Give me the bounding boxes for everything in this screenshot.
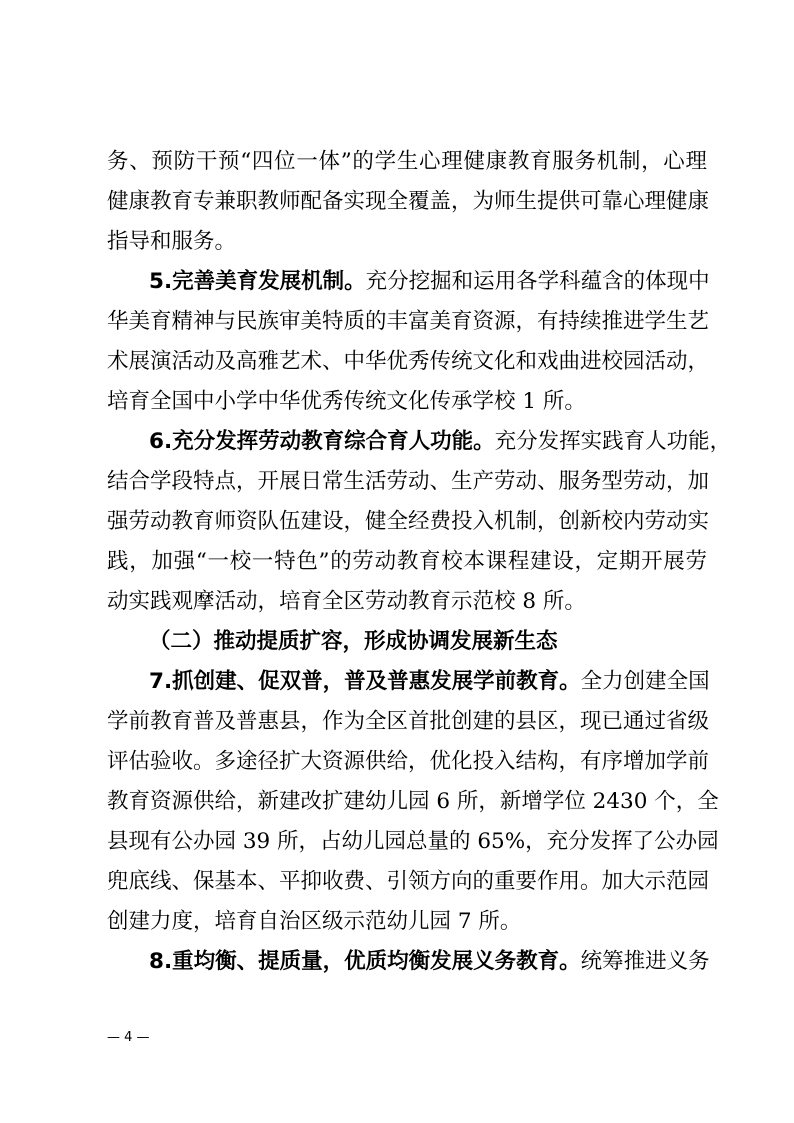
paragraph-line: 评估验收。多途径扩大资源供给，优化投入结构，有序增加学前	[107, 749, 710, 774]
paragraph-line: 兜底线、保基本、平抑收费、引领方向的重要作用。加大示范园	[107, 869, 710, 894]
item-8-text: 统筹推进义务	[580, 949, 710, 974]
item-7-text: 全力创建全国	[580, 669, 710, 694]
item-7-title: 7.抓创建、促双普，普及普惠发展学前教育。	[149, 669, 581, 694]
section-heading: （二）推动提质扩容，形成协调发展新生态	[149, 629, 558, 654]
item-8-first-line	[149, 942, 710, 982]
item-5-text: 充分挖掘和运用各学科蕴含的体现中	[365, 269, 710, 294]
paragraph-line: 培育全国中小学中华优秀传统文化传承学校 1 所。	[107, 389, 586, 414]
item-7-first-line	[149, 662, 710, 702]
paragraph-line: 健康教育专兼职教师配备实现全覆盖，为师生提供可靠心理健康	[107, 189, 710, 214]
page-number: — 4 —	[107, 1030, 150, 1045]
item-6-text: 充分发挥实践育人功能，	[494, 429, 732, 454]
item-6-title: 6.充分发挥劳动教育综合育人功能。	[149, 429, 495, 454]
item-6-first-line	[149, 422, 732, 462]
paragraph-line: 践，加强“一校一特色”的劳动教育校本课程建设，定期开展劳	[107, 549, 707, 574]
paragraph-line: 华美育精神与民族审美特质的丰富美育资源，有持续推进学生艺	[107, 309, 710, 334]
paragraph-line: 学前教育普及普惠县，作为全区首批创建的县区，现已通过省级	[107, 709, 710, 734]
paragraph-line: 强劳动教育师资队伍建设，健全经费投入机制，创新校内劳动实	[107, 509, 710, 534]
paragraph-line: 动实践观摩活动，培育全区劳动教育示范校 8 所。	[107, 589, 586, 614]
paragraph-line: 教育资源供给，新建改扩建幼儿园 6 所，新增学位 2430 个，全	[107, 789, 719, 814]
paragraph-line: 指导和服务。	[107, 229, 237, 254]
paragraph-line: 县现有公办园 39 所，占幼儿园总量的 65%，充分发挥了公办园	[107, 829, 719, 854]
item-5-first-line	[149, 262, 710, 302]
paragraph-line: 结合学段特点，开展日常生活劳动、生产劳动、服务型劳动，加	[107, 469, 710, 494]
item-5-title: 5.完善美育发展机制。	[149, 269, 366, 294]
paragraph-line: 务、预防干预“四位一体”的学生心理健康教育服务机制，心理	[107, 149, 707, 174]
paragraph-line: 创建力度，培育自治区级示范幼儿园 7 所。	[107, 909, 522, 934]
paragraph-line: 术展演活动及高雅艺术、中华优秀传统文化和戏曲进校园活动，	[107, 349, 710, 374]
item-8-title: 8.重均衡、提质量，优质均衡发展义务教育。	[149, 949, 581, 974]
